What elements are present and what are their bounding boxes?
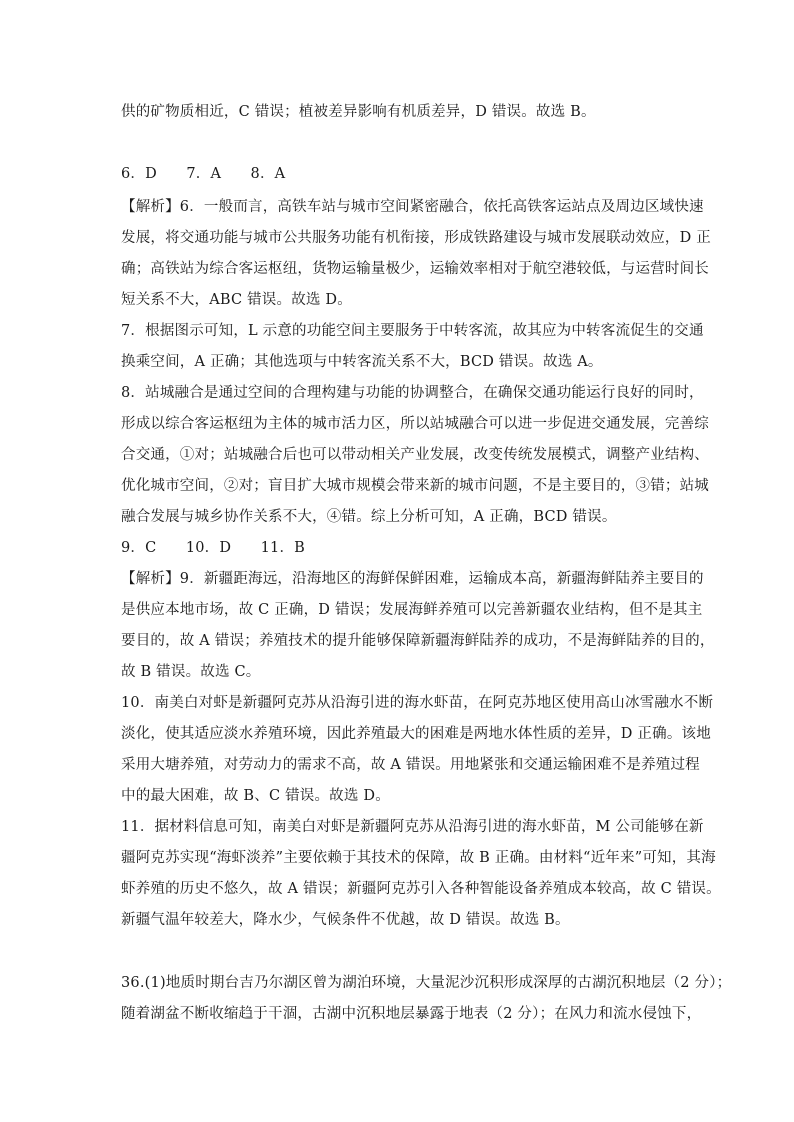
text-line: 合交通，①对；站城融合后也可以带动相关产业发展，改变传统发展模式，调整产业结构、	[121, 447, 709, 463]
text-line: 换乘空间，A 正确；其他选项与中转客流关系不大，BCD 错误。故选 A。	[121, 354, 603, 370]
text-line: 淡化，使其适应淡水养殖环境，因此养殖最大的困难是两地水体性质的差异，D 正确。该地	[121, 726, 711, 742]
text-line: 故 B 错误。故选 C。	[121, 664, 261, 680]
text-line: 发展，将交通功能与城市公共服务功能有机衔接，形成铁路建设与城市发展联动效应，D 正	[121, 230, 711, 246]
text-line: 虾养殖的历史不悠久，故 A 错误；新疆阿克苏引入各种智能设备养殖成本较高，故 C 错误。	[121, 881, 721, 897]
text-line: 采用大塘养殖，对劳动力的需求不高，故 A 错误。用地紧张和交通运输困难不是养殖过程	[121, 757, 700, 773]
text-line: 【解析】6．一般而言，高铁车站与城市空间紧密融合，依托高铁客运站点及周边区域快速	[121, 199, 704, 215]
text-line: 确；高铁站为综合客运枢纽，货物运输量极少，运输效率相对于航空港较低，与运营时间长	[121, 261, 709, 277]
text-line: 10．南美白对虾是新疆阿克苏从沿海引进的海水虾苗，在阿克苏地区使用高山冰雪融水不断	[121, 695, 714, 711]
answer-key-line: 6．D 7．A 8．A	[121, 166, 286, 182]
text-line: 中的最大困难，故 B、C 错误。故选 D。	[121, 788, 390, 804]
text-line: 短关系不大，ABC 错误。故选 D。	[121, 292, 352, 308]
text-line: 融合发展与城乡协作关系不大，④错。综上分析可知，A 正确，BCD 错误。	[121, 509, 617, 525]
text-line: 疆阿克苏实现“海虾淡养”主要依赖于其技术的保障，故 B 正确。由材料“近年来”可知，其海	[121, 850, 716, 866]
text-line: 优化城市空间，②对；盲目扩大城市规模会带来新的城市问题，不是主要目的，③错；站城	[121, 478, 709, 494]
text-line: 8．站城融合是通过空间的合理构建与功能的协调整合，在确保交通功能运行良好的同时，	[121, 385, 704, 401]
text-line: 要目的，故 A 错误；养殖技术的提升能够保障新疆海鲜陆养的成功，不是海鲜陆养的目的，	[121, 633, 715, 649]
answer-key-line: 9．C 10．D 11．B	[121, 540, 306, 556]
text-line: 新疆气温年较差大，降水少，气候条件不优越，故 D 错误。故选 B。	[121, 912, 570, 928]
text-line: 供的矿物质相近，C 错误；植被差异影响有机质差异，D 错误。故选 B。	[121, 104, 596, 120]
text-line: 形成以综合客运枢纽为主体的城市活力区，所以站城融合可以进一步促进交通发展，完善综	[121, 416, 709, 432]
text-line: 随着湖盆不断收缩趋于干涸，古湖中沉积地层暴露于地表（2 分）；在风力和流水侵蚀下，	[121, 1006, 702, 1022]
text-line: 36.(1)地质时期台吉乃尔湖区曾为湖泊环境，大量泥沙沉积形成深厚的古湖沉积地层（2 分）；	[121, 975, 732, 991]
text-line: 11．据材料信息可知，南美白对虾是新疆阿克苏从沿海引进的海水虾苗，M 公司能够在新	[121, 819, 704, 835]
text-line: 是供应本地市场，故 C 正确，D 错误；发展海鲜养殖可以完善新疆农业结构，但不是其主	[121, 602, 703, 618]
text-line: 7．根据图示可知，L 示意的功能空间主要服务于中转客流，故其应为中转客流促生的交通	[121, 323, 704, 339]
text-line: 【解析】9．新疆距海远，沿海地区的海鲜保鲜困难，运输成本高，新疆海鲜陆养主要目的	[121, 571, 704, 587]
